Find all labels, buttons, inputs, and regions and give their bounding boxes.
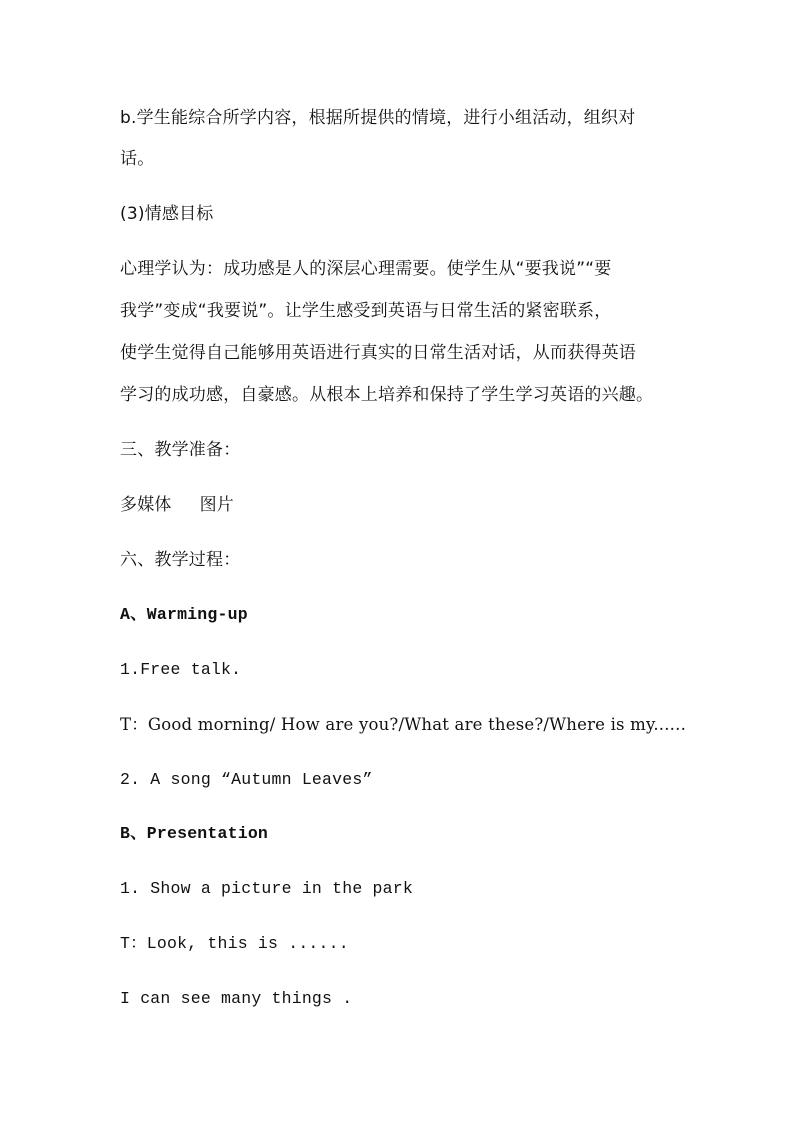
text-line-objective-b: b.学生能综合所学内容，根据所提供的情境，进行小组活动，组织对 bbox=[120, 108, 636, 128]
heading-teaching-preparation: 三、教学准备： bbox=[120, 440, 241, 460]
material-multimedia: 多媒体 bbox=[120, 495, 172, 515]
section-presentation: B、Presentation bbox=[120, 824, 269, 843]
material-pictures: 图片 bbox=[199, 495, 235, 515]
heading-emotional-goal: (3)情感目标 bbox=[120, 204, 214, 224]
text-show-picture: 1. Show a picture in the park bbox=[120, 879, 413, 898]
paragraph-line-4: 学习的成功感，自豪感。从根本上培养和保持了学生学习英语的兴趣。 bbox=[120, 385, 654, 405]
text-teacher-greeting: T：Good morning/ How are you?/What are these?/Where is my...... bbox=[120, 715, 687, 734]
text-line-objective-b-cont: 话。 bbox=[120, 149, 155, 169]
paragraph-line-1: 心理学认为：成功感是人的深层心理需要。使学生从“要我说”“要 bbox=[120, 259, 612, 279]
section-warming-up: A、Warming-up bbox=[120, 605, 248, 624]
heading-teaching-process: 六、教学过程： bbox=[120, 550, 241, 570]
materials-line bbox=[120, 493, 680, 517]
paragraph-line-2: 我学”变成“我要说”。让学生感受到英语与日常生活的紧密联系， bbox=[120, 301, 612, 321]
text-song: 2. A song “Autumn Leaves” bbox=[120, 770, 373, 789]
text-see-things: I can see many things . bbox=[120, 989, 353, 1008]
text-free-talk: 1.Free talk. bbox=[120, 660, 242, 679]
text-teacher-look: T：Look, this is ...... bbox=[120, 934, 349, 953]
paragraph-line-3: 使学生觉得自己能够用英语进行真实的日常生活对话，从而获得英语 bbox=[120, 343, 636, 363]
